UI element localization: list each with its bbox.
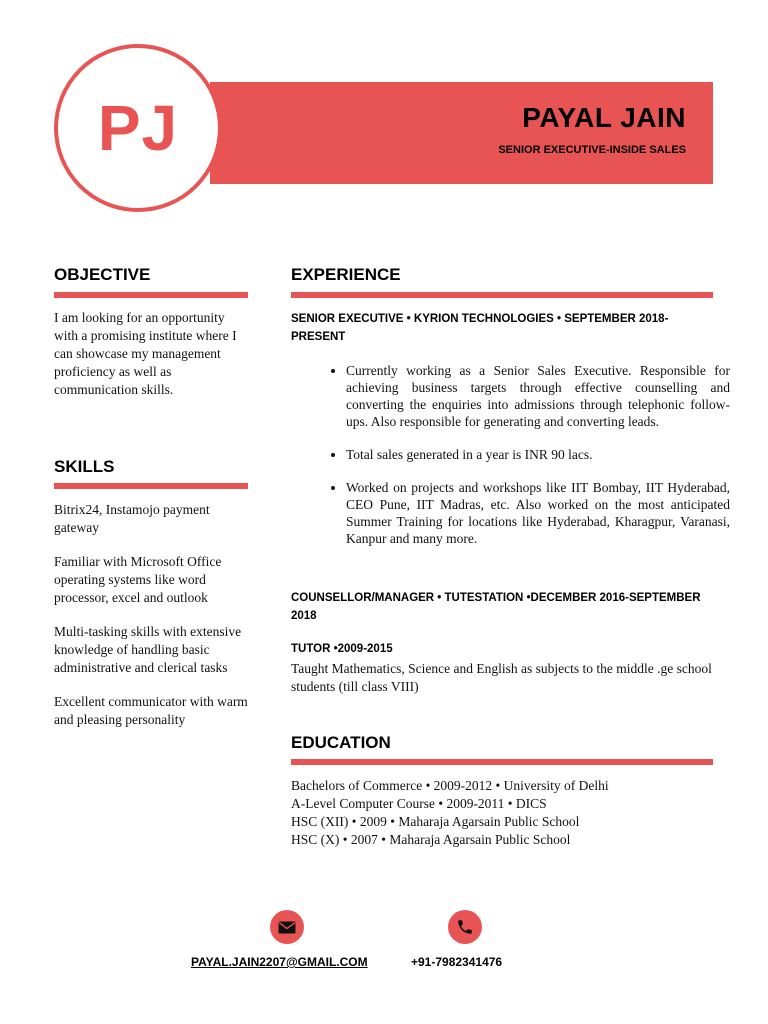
phone-icon <box>448 910 482 944</box>
initials: PJ <box>97 92 179 164</box>
job-1-bullets <box>320 362 730 563</box>
job-1-bullet: • Worked on projects and workshops like IIT Bombay, IIT Hyderabad, CEO Pune, IIT Madras, etc. Also worked on the most anticipated Summer Training for locations like Hyderabad, Kharagpur, Varanasi, Kanpur and many more. <box>346 479 730 547</box>
job-title: SENIOR EXECUTIVE-INSIDE SALES <box>498 144 686 156</box>
candidate-name: PAYAL JAIN <box>522 102 686 133</box>
education-item: Bachelors of Commerce • 2009-2012 • University of Delhi <box>291 778 609 793</box>
job-3-title: TUTOR •2009-2015 <box>291 643 393 655</box>
education-heading: EDUCATION <box>291 733 391 752</box>
experience-divider <box>291 292 713 298</box>
skill-item: Multi-tasking skills with extensive knowledge of handling basic administrative and clerical tasks <box>54 624 242 675</box>
job-3-text: Taught Mathematics, Science and English as subjects to the middle .ge school students (till class VIII) <box>291 661 712 694</box>
skills-divider <box>54 483 248 489</box>
skill-item: Excellent communicator with warm and pleasing personality <box>54 694 248 727</box>
education-divider <box>291 759 713 765</box>
objective-text: I am looking for an opportunity with a promising institute where I can showcase my management proficiency as well as communication skills. <box>54 310 237 397</box>
skill-item: Bitrix24, Instamojo payment gateway <box>54 502 210 535</box>
skills-heading: SKILLS <box>54 457 115 476</box>
experience-heading: EXPERIENCE <box>291 265 401 284</box>
skills-list <box>54 501 250 745</box>
envelope-icon <box>270 910 304 944</box>
objective-heading: OBJECTIVE <box>54 265 151 284</box>
education-item: HSC (XII) • 2009 • Maharaja Agarsain Public School <box>291 814 580 829</box>
job-1-bullet: • Currently working as a Senior Sales Executive. Responsible for achieving business targets through effective counselling and converting the enquiries into admissions through telephonic follow-ups. Also responsible for generating and converting leads. <box>346 362 730 430</box>
skill-item: Familiar with Microsoft Office operating systems like word processor, excel and outlook <box>54 554 222 605</box>
objective-divider <box>54 292 248 298</box>
avatar <box>54 44 222 212</box>
email-link[interactable]: PAYAL.JAIN2207@GMAIL.COM <box>191 955 368 969</box>
phone-number: +91-7982341476 <box>411 955 503 969</box>
education-item: A-Level Computer Course • 2009-2011 • DICS <box>291 796 547 811</box>
job-2-title: COUNSELLOR/MANAGER • TUTESTATION •DECEMBER 2016-SEPTEMBER 2018 <box>291 592 701 622</box>
job-1-title: SENIOR EXECUTIVE • KYRION TECHNOLOGIES • SEPTEMBER 2018-PRESENT <box>291 313 669 343</box>
education-list <box>291 777 713 849</box>
education-item: HSC (X) • 2007 • Maharaja Agarsain Public School <box>291 832 571 847</box>
job-1-bullet: • Total sales generated in a year is INR 90 lacs. <box>346 446 730 463</box>
